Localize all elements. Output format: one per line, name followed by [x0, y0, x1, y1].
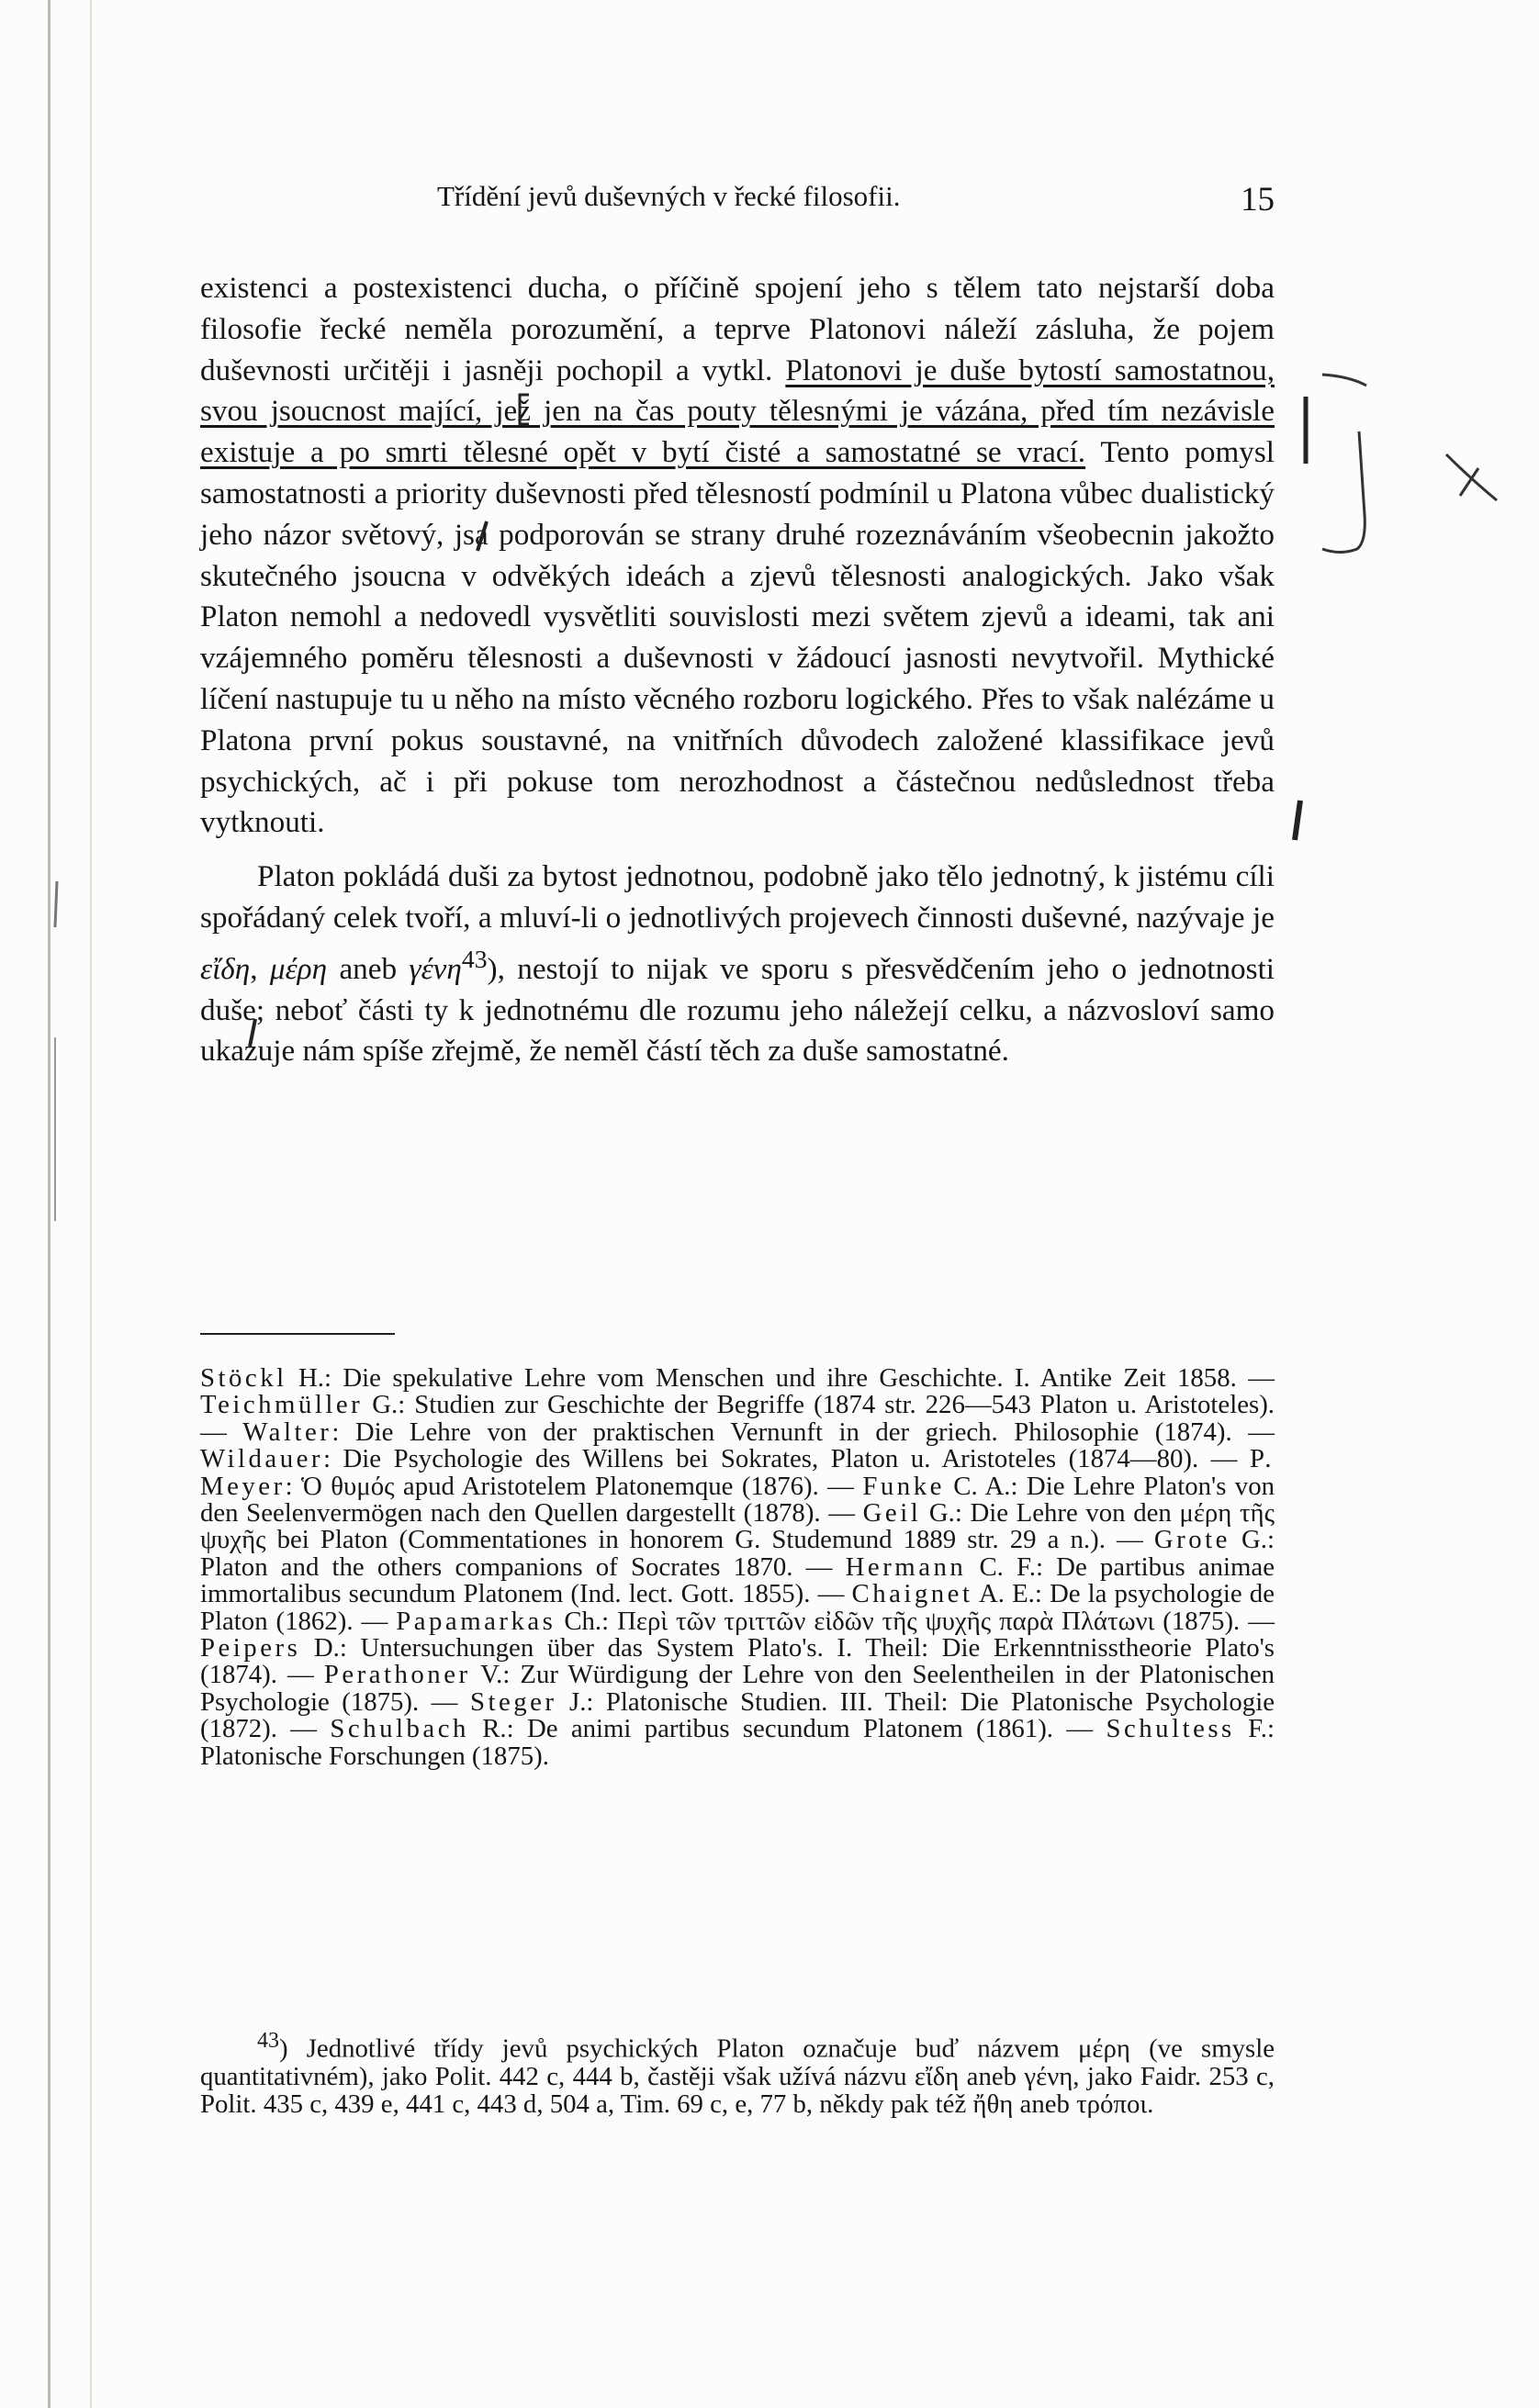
page-number: 15 [1241, 181, 1275, 218]
binding-edge [48, 0, 51, 2408]
ref-text: A. E.: De la psychologie de Platon (1862). — [200, 1579, 1275, 1636]
ref-text: J.: Platonische Studien. III. Theil: Die Platonische Psychologie (1872). — [200, 1686, 1275, 1744]
margin-bracket-mark [1322, 375, 1366, 386]
running-head: Třídění jevů duševných v řecké filosofii. [437, 180, 901, 212]
footnote-reference: 43 [461, 944, 488, 973]
ref-author: Schulbach [330, 1714, 469, 1744]
ref-text: : Die Lehre von der praktischen Vernunft in der griech. Philosophie (1874). — [331, 1417, 1275, 1447]
margin-cross-mark [1446, 454, 1497, 500]
binding-shadow [90, 0, 92, 2408]
ref-text: H.: Die spekulative Lehre vom Menschen und ihre Geschichte. I. Antike Zeit 1858. — [286, 1363, 1275, 1393]
bibliography [200, 1365, 1275, 1770]
ref-text: C. F.: De partibus animae immortalibus secundum Platonem (Ind. lect. Gott. 1855). — [200, 1551, 1275, 1609]
ref-author: Stöckl [200, 1363, 287, 1393]
greek-term-mere: μέρη [269, 951, 328, 986]
greek-term-gene: γένη [409, 951, 462, 986]
greek-term-eide: εἴδη [200, 951, 251, 986]
ref-author: Grote [1153, 1525, 1230, 1555]
ref-text: Ch.: Περὶ τῶν τριττῶν εἰδῶν τῆς ψυχῆς παρὰ Πλάτωνι (1875). — [556, 1606, 1275, 1636]
left-margin-mark [55, 881, 57, 927]
page-header [200, 180, 1275, 222]
underlined-passage: Platonovi je duše bytostí samostatnou, svou jsoucnost mající, jež jen na čas pouty tělesnými je vázána, před tím nezávisle existuje a po smrti tělesné opět v bytí čisté a samostatné se vrací. [200, 353, 1275, 470]
ref-author: P. Meyer [200, 1444, 1275, 1501]
paragraph-1-end: Tento pomysl samostatnosti a priority duševnosti před tělesností podmínil u Platona vůbec dualistický jeho názor světový, jsa podporován se strany druhé rozeznáváním všeobecnin jakožto skutečného jsoucna v odvěkých ideách a zjevů tělesnosti analogických. Jako však Platon nemohl a nedovedl vysvětliti souvislosti mezi světem zjevů a ideami, tak ani vzájemného poměru tělesnosti a duševnosti v žádoucí jasnosti nevytvořil. Mythické líčení nastupuje tu u něho na místo věcného rozboru logického. Přes to však nalézáme u Platona první pokus soustavné, na vnitřních důvodech založené klassifikace jevů psychických, ač i při pokuse tom nerozhodnost a částečnou nedůslednost třeba vytknouti. [200, 435, 1275, 840]
ref-author: Perathoner [323, 1660, 471, 1690]
paragraph-2-start: Platon pokládá duši za bytost jednotnou, podobně jako tělo jednotný, k jistému cíli spořádaný celek tvoří, a mluví-li o jednotlivých projevech činnosti duševné, nazývaje je [200, 859, 1275, 935]
footnote-marker: 43 [257, 2029, 279, 2053]
separator: aneb [327, 951, 410, 986]
ref-author: Geil [862, 1498, 922, 1529]
footnote-43 [200, 2027, 1275, 2118]
margin-stroke-mark [1295, 801, 1300, 840]
ref-author: Schultess [1106, 1714, 1235, 1744]
ref-author: Peipers [200, 1633, 301, 1663]
ref-text: : Die Psychologie des Willens bei Sokrates, Platon u. Aristoteles (1874—80). — [322, 1444, 1250, 1474]
ref-author: Teichmüller [200, 1390, 364, 1420]
separator: , [250, 951, 270, 986]
ref-author: Papamarkas [396, 1606, 556, 1636]
paragraph-2-end: ), nestojí to nijak ve sporu s přesvědčením jeho o jednotnosti duše; neboť části ty k jednotnému dle rozumu jeho náležejí celku, a názvosloví samo ukazuje nám spíše zřejmě, že neměl částí těch za duše samostatné. [200, 951, 1275, 1069]
ref-text: : Ὁ θυμός apud Aristotelem Platonemque (1876). — [285, 1471, 863, 1501]
ref-text: G.: Studien zur Geschichte der Begriffe (1874 str. 226—543 Platon u. Aristoteles). — [200, 1390, 1275, 1447]
ref-text: D.: Untersuchungen über das System Plato's. I. Theil: Die Erkenntnisstheorie Plato's (1874). — [200, 1633, 1275, 1690]
footnote-body: ) Jednotlivé třídy jevů psychických Platon označuje buď názvem μέρη (ve smysle quantitativném), jako Polit. 442 c, 444 b, častěji však užívá názvu εἴδη aneb γένη, jako Faidr. 253 c, Polit. 435 c, 439 e, 441 c, 443 d, 504 a, Tim. 69 c, e, 77 b, někdy pak též ἤθη aneb τρόποι. [200, 2033, 1275, 2119]
footnote-divider [200, 1333, 395, 1335]
paragraph-1-start: existenci a postexistenci ducha, o příčině spojení jeho s tělem tato nejstarší doba filosofie řecké neměla porozumění, a teprve Platonovi náleží zásluha, že pojem duševnosti určitěji i jasněji pochopil a vytkl. [200, 271, 1275, 387]
ref-author: Chaignet [851, 1579, 973, 1609]
ref-text: R.: De animi partibus secundum Platonem (1861). — [468, 1714, 1107, 1744]
ref-author: Funke [862, 1471, 945, 1501]
ref-text: F.: Platonische Forschungen (1875). [200, 1714, 1275, 1771]
ref-text: C. A.: Die Lehre Platon's von den Seelenvermögen nach den Quellen dargestellt (1878). — [200, 1471, 1275, 1529]
ref-text: V.: Zur Würdigung der Lehre von den Seelentheilen in der Platonischen Psychologie (1875). — [200, 1660, 1275, 1717]
ref-author: Walter [242, 1417, 332, 1447]
margin-bracket-mark [1322, 431, 1365, 553]
ref-text: G.: Platon and the others companions of Socrates 1870. — [200, 1525, 1275, 1582]
ref-text: G.: Die Lehre von den μέρη τῆς ψυχῆς bei Platon (Commentationes in honorem G. Studemund 1889 str. 29 a n.). — [200, 1498, 1275, 1555]
ref-author: Steger [469, 1686, 557, 1717]
main-text [200, 268, 1275, 1072]
paragraph-1 [200, 268, 1275, 844]
footnote-text [200, 2027, 1275, 2118]
ref-author: Hermann [845, 1551, 967, 1582]
bibliography-text [200, 1365, 1275, 1770]
ref-author: Wildauer [200, 1444, 323, 1474]
paragraph-2 [200, 857, 1275, 1072]
